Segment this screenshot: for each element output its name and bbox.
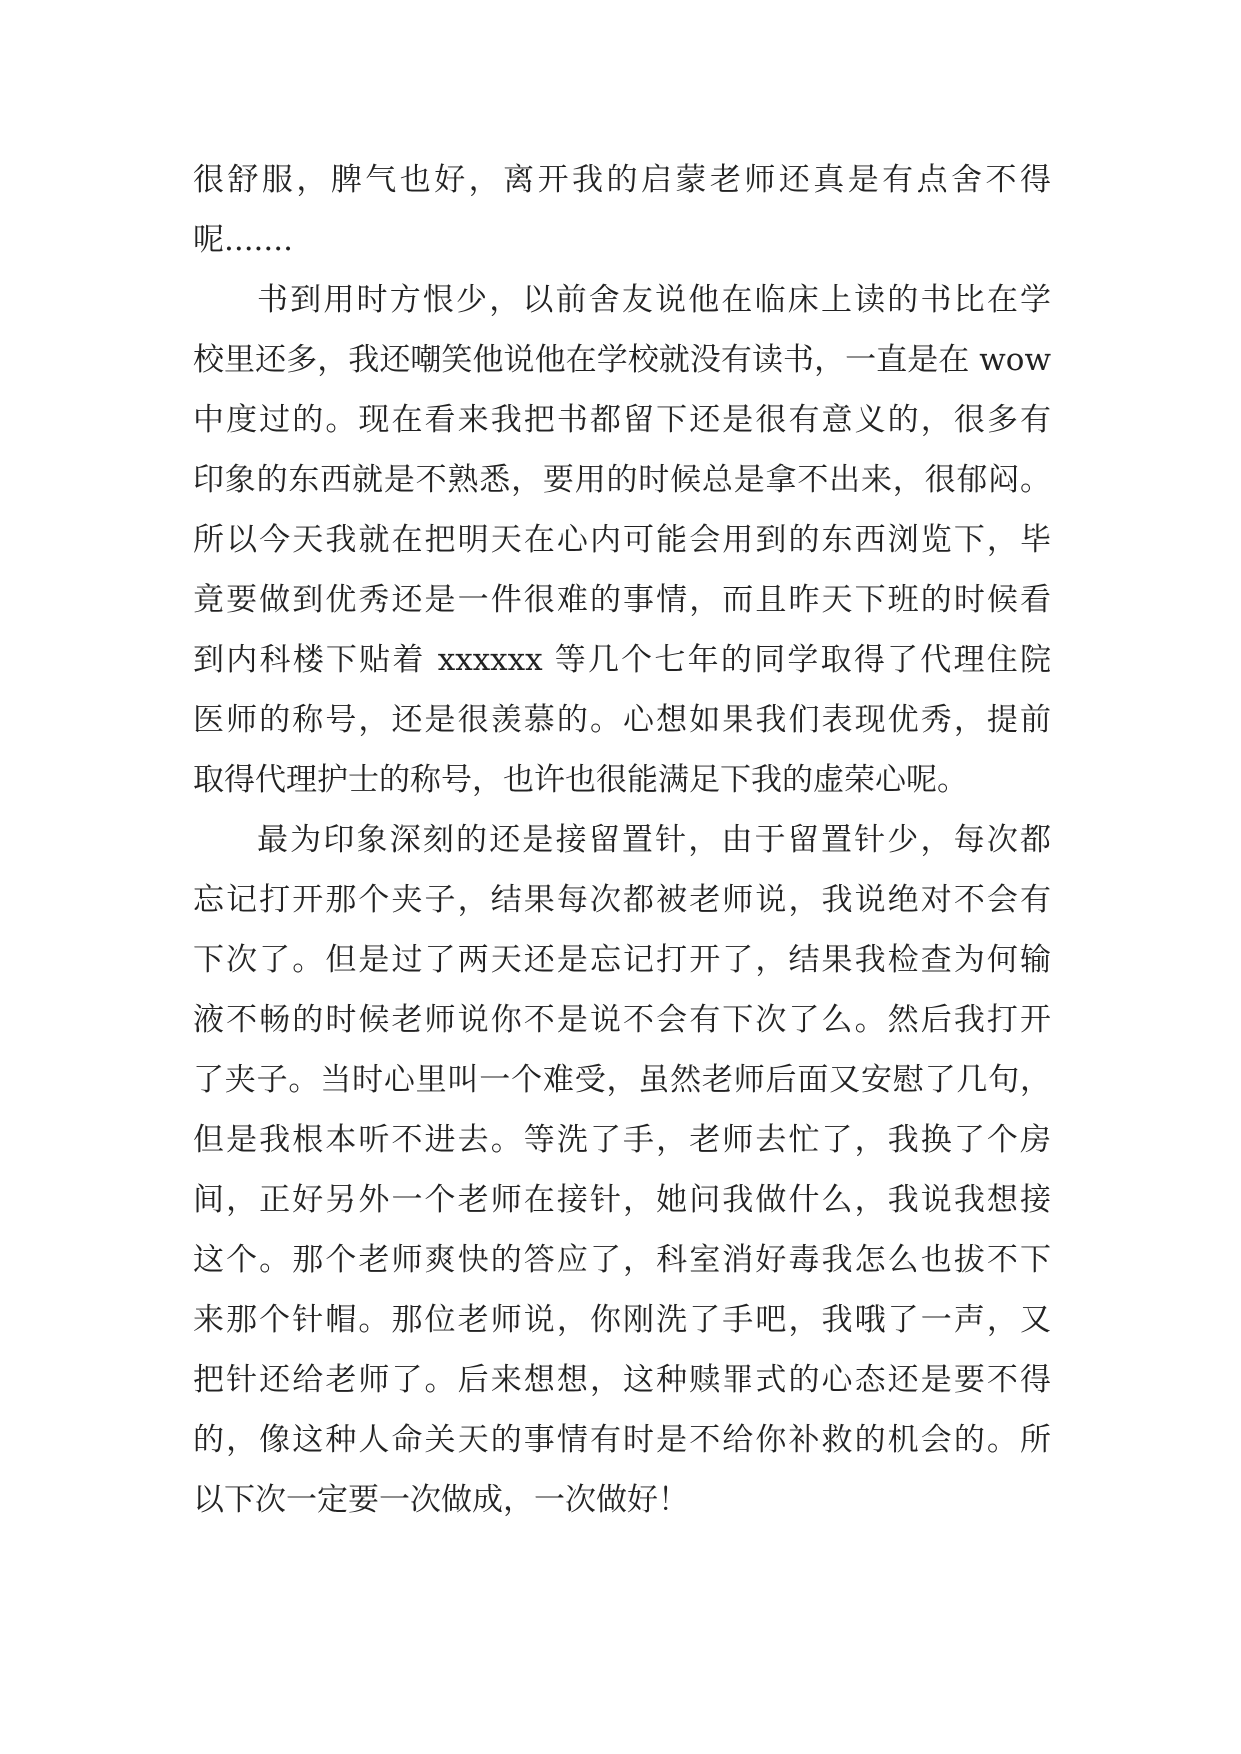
text-line: 竟要做到优秀还是一件很难的事情，而且昨天下班的时候看: [193, 582, 1051, 618]
text-line: 忘记打开那个夹子，结果每次都被老师说，我说绝对不会有: [193, 882, 1051, 918]
text-line: 以下次一定要一次做成，一次做好！: [193, 1482, 689, 1518]
text-line: 下次了。但是过了两天还是忘记打开了，结果我检查为何输: [193, 942, 1051, 978]
text-line: 但是我根本听不进去。等洗了手，老师去忙了，我换了个房: [193, 1122, 1051, 1158]
text-line: 书到用时方恨少，以前舍友说他在临床上读的书比在学: [257, 282, 1051, 318]
text-line: 呢.......: [193, 222, 293, 258]
text-line: 液不畅的时候老师说你不是说不会有下次了么。然后我打开: [193, 1002, 1051, 1038]
body-text: [193, 150, 1051, 1530]
text-line: 的，像这种人命关天的事情有时是不给你补救的机会的。所: [193, 1422, 1051, 1458]
text-line: 医师的称号，还是很羡慕的。心想如果我们表现优秀，提前: [193, 702, 1051, 738]
text-line: 很舒服，脾气也好，离开我的启蒙老师还真是有点舍不得: [193, 162, 1051, 198]
text-line: 取得代理护士的称号，也许也很能满足下我的虚荣心呢。: [193, 762, 968, 798]
text-line: 所以今天我就在把明天在心内可能会用到的东西浏览下，毕: [193, 522, 1051, 558]
text-line: 了夹子。当时心里叫一个难受，虽然老师后面又安慰了几句，: [193, 1062, 1051, 1098]
text-line: 到内科楼下贴着 xxxxxx 等几个七年的同学取得了代理住院: [193, 642, 1051, 678]
text-line: 校里还多，我还嘲笑他说他在学校就没有读书，一直是在 wow: [193, 342, 1051, 378]
text-line: 来那个针帽。那位老师说，你刚洗了手吧，我哦了一声，又: [193, 1302, 1051, 1338]
text-line: 这个。那个老师爽快的答应了，科室消好毒我怎么也拔不下: [193, 1242, 1051, 1278]
text-line: 把针还给老师了。后来想想，这种赎罪式的心态还是要不得: [193, 1362, 1051, 1398]
text-line: 最为印象深刻的还是接留置针，由于留置针少，每次都: [257, 822, 1051, 858]
text-line: 印象的东西就是不熟悉，要用的时候总是拿不出来，很郁闷。: [193, 462, 1051, 498]
text-line: 间，正好另外一个老师在接针，她问我做什么，我说我想接: [193, 1182, 1051, 1218]
text-line: 中度过的。现在看来我把书都留下还是很有意义的，很多有: [193, 402, 1051, 438]
